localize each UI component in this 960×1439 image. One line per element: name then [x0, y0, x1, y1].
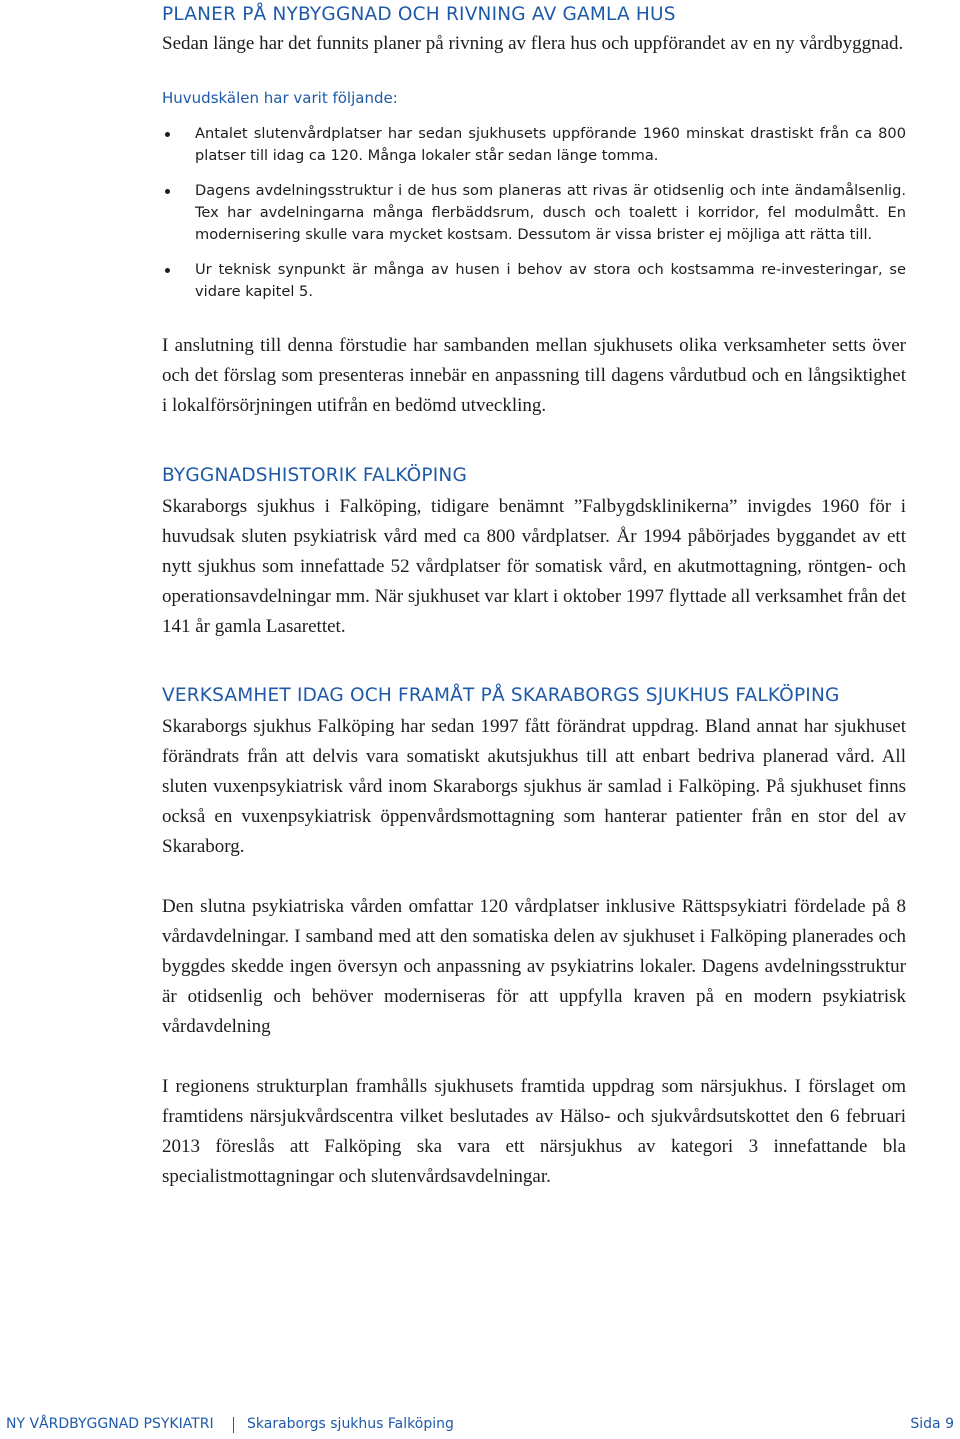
footer-doc-title: NY VÅRDBYGGNAD PSYKIATRI — [6, 1416, 214, 1432]
activity-paragraph-2: Den slutna psykiatriska vården omfattar 120 vårdplatser inklusive Rättspsykiatri fördelade på 8 vårdavdelningar. I samband med att den somatiska delen av sjukhuset i Falköping planerades och byggdes skedde ingen översyn och anpassning av psykiatrins lokaler. Dagens avdelningsstruktur är otidsenlig och behöver moderniseras för att uppfylla kraven på en modern psykiatrisk vårdavdelning — [162, 896, 906, 1037]
bullet-dot-icon — [165, 268, 170, 273]
activity-paragraph-1: Skaraborgs sjukhus Falköping har sedan 1997 fått förändrat uppdrag. Bland annat har sjukhuset förändrats från att delvis vara somatiskt akutsjukhus till att enbart bedriva planerad vård. All sluten vuxenpsykiatrisk vård inom Skaraborgs sjukhus är samlad i Falköping. På sjukhuset finns också en vuxenpsykiatrisk öppenvårdsmottagning som hanterar patienter från en stor del av Skaraborg. — [162, 716, 906, 857]
history-paragraph: Skaraborgs sjukhus i Falköping, tidigare benämnt ”Falbygdsklinikerna” invigdes 1960 för i huvudsak sluten psykiatrisk vård med ca 800 vårdplatser. År 1994 påbörjades byggandet av ett nytt sjukhus som innefattade 52 vårdplatser för somatisk vård, en akutmottagning, röntgen- och operationsavdelningar mm. När sjukhuset var klart i oktober 1997 flyttade all verksamhet från det 141 år gamla Lasarettet. — [162, 496, 906, 637]
footer-page-number: 9 — [945, 1416, 954, 1432]
intro-paragraph: Sedan länge har det funnits planer på rivning av flera hus och uppförandet av en ny vårdbyggnad. — [162, 33, 904, 54]
page-footer — [0, 1410, 960, 1439]
section-heading-verksamhet: VERKSAMHET IDAG OCH FRAMÅT PÅ SKARABORGS SJUKHUS FALKÖPING — [162, 685, 840, 706]
section-heading-planer: PLANER PÅ NYBYGGNAD OCH RIVNING AV GAMLA HUS — [162, 4, 676, 25]
footer-page-label: Sida — [910, 1416, 941, 1432]
list-item-text: Dagens avdelningsstruktur i de hus som planeras att rivas är otidsenlig och inte ändamålsenlig. Tex har avdelningarna många flerbäddsrum, dusch och toalett i korridor, fel modulmått. En modernisering skulle vara mycket kostsam. Dessutom är vissa brister ej möjliga att rätta till. — [195, 182, 906, 243]
footer-org: Skaraborgs sjukhus Falköping — [247, 1416, 454, 1432]
reasons-subheading: Huvudskälen har varit följande: — [162, 89, 398, 107]
footer-page — [910, 1410, 954, 1439]
page-content — [162, 0, 906, 1192]
list-item-text: Antalet slutenvårdplatser har sedan sjukhusets uppförande 1960 minskat drastiskt från ca 800 platser till idag ca 120. Många lokaler står sedan länge tomma. — [195, 125, 906, 164]
bullet-dot-icon — [165, 189, 170, 194]
section-heading-byggnadshistorik: BYGGNADSHISTORIK FALKÖPING — [162, 465, 468, 486]
footer-divider — [233, 1417, 234, 1433]
reasons-list — [162, 123, 906, 303]
list-item-text: Ur teknisk synpunkt är många av husen i behov av stora och kostsamma re-investeringar, se vidare kapitel 5. — [195, 261, 906, 300]
list-item — [162, 123, 906, 167]
list-item — [162, 180, 906, 246]
bullet-dot-icon — [165, 132, 170, 137]
activity-paragraph-3: I regionens strukturplan framhålls sjukhusets framtida uppdrag som närsjukhus. I förslaget om framtidens närsjukvårdscentra vilket beslutades av Hälso- och sjukvårdsutskottet den 6 februari 2013 föreslås att Falköping ska vara ett närsjukhus av kategori 3 innefattande bla specialistmottagningar och slutenvårdsavdelningar. — [162, 1076, 906, 1187]
conclusion-paragraph: I anslutning till denna förstudie har sambanden mellan sjukhusets olika verksamheter setts över och det förslag som presenteras innebär en anpassning till dagens vårdutbud och en långsiktighet i lokalförsörjningen utifrån en bedömd utveckling. — [162, 335, 906, 416]
list-item — [162, 259, 906, 303]
